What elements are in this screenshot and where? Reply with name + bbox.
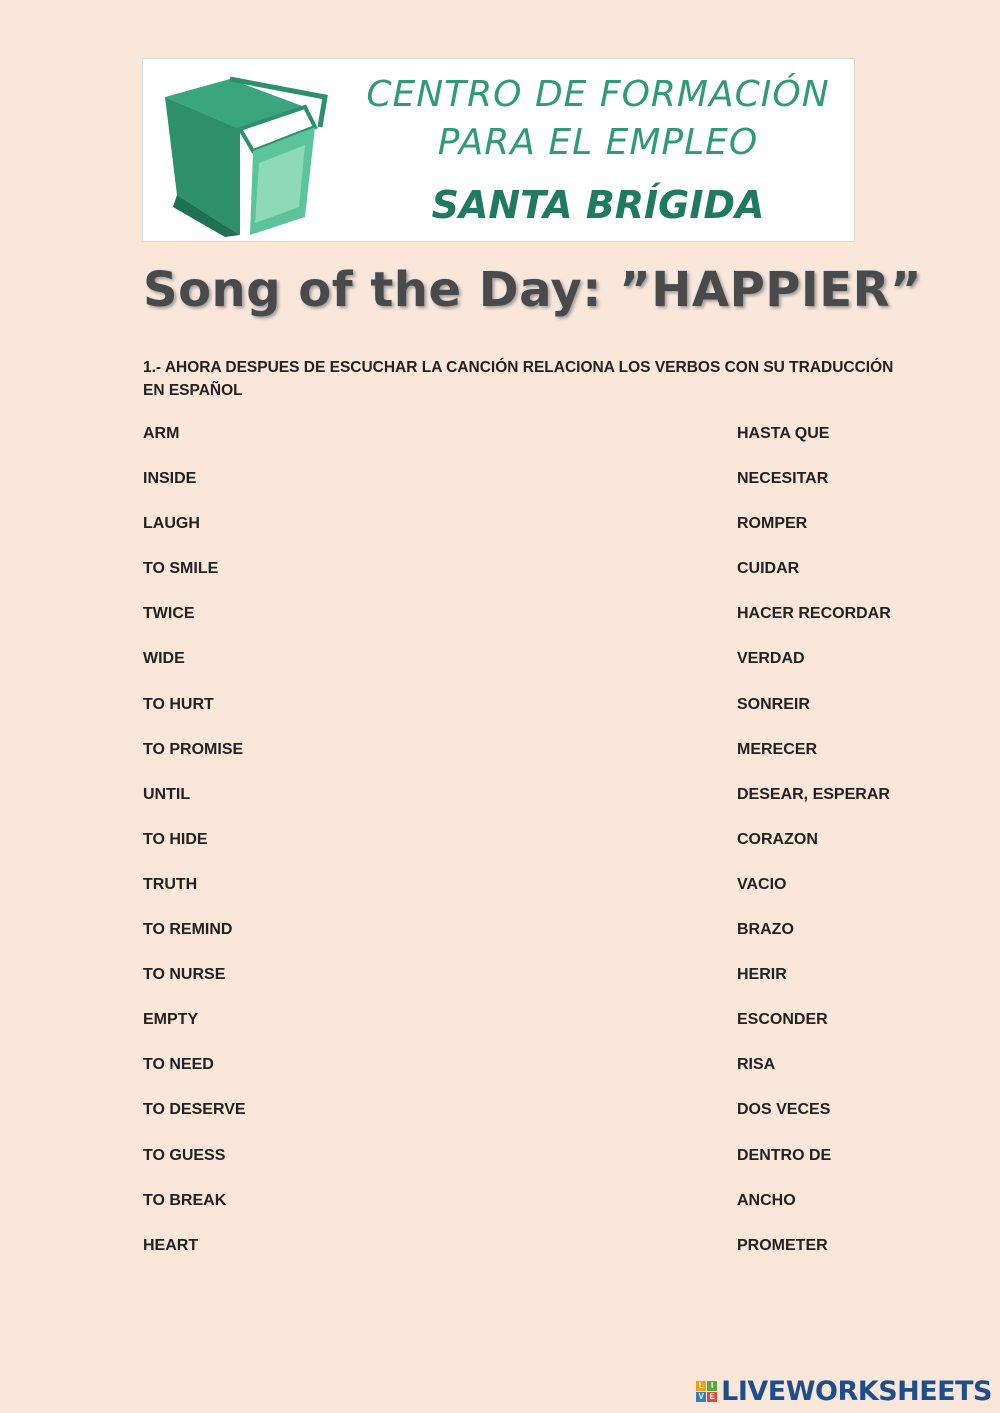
spanish-word: VERDAD [737,650,805,668]
spanish-word: BRAZO [737,921,794,939]
spanish-word: CUIDAR [737,560,800,578]
banner-line-3: SANTA BRÍGIDA [431,183,765,227]
spanish-word: HACER RECORDAR [737,605,891,623]
icon-letter: V [696,1392,706,1402]
english-word-list [143,423,246,1280]
english-word: LAUGH [143,515,200,533]
english-word: TO NEED [143,1056,214,1074]
spanish-word: SONREIR [737,695,810,713]
spanish-word-list [737,423,891,1280]
liveworksheets-icon [696,1381,717,1402]
cfe-logo-icon [155,67,345,237]
english-word: EMPTY [143,1011,199,1029]
spanish-word: PROMETER [737,1236,828,1254]
banner-line-2: PARA EL EMPLEO [437,122,759,163]
spanish-word: ESCONDER [737,1011,828,1029]
banner-text [353,69,843,237]
page-title: Song of the Day: ”HAPPIER” [143,262,923,318]
spanish-word: ANCHO [737,1191,796,1209]
instruction-text: 1.- AHORA DESPUES DE ESCUCHAR LA CANCIÓN RELACIONA LOS VERBOS CON SU TRADUCCIÓN EN ESPAÑOL [143,359,894,399]
header-banner [142,58,855,242]
spanish-word: DOS VECES [737,1101,831,1119]
spanish-word: MERECER [737,740,818,758]
english-word: WIDE [143,650,185,668]
english-word: TO PROMISE [143,740,244,758]
spanish-word: HASTA QUE [737,425,830,442]
spanish-word: NECESITAR [737,470,829,488]
english-word: UNTIL [143,785,191,803]
english-word: TO DESERVE [143,1101,246,1119]
banner-line-1: CENTRO DE FORMACIÓN [366,74,830,115]
english-word: TO HURT [143,695,214,713]
english-word: TO REMIND [143,921,233,939]
icon-letter: L [696,1381,706,1391]
english-word: TO HIDE [143,830,208,848]
english-word: INSIDE [143,470,197,488]
icon-letter: I [707,1381,717,1391]
liveworksheets-logo [696,1376,992,1407]
spanish-word: CORAZON [737,830,818,848]
english-word: TO GUESS [143,1146,226,1164]
spanish-word: DENTRO DE [737,1146,832,1164]
english-word: TO SMILE [143,560,219,578]
english-word: TWICE [143,605,195,623]
english-word: TRUTH [143,875,198,893]
spanish-word: VACIO [737,875,787,893]
spanish-word: HERIR [737,966,787,984]
english-word: ARM [143,425,180,442]
spanish-word: DESEAR, ESPERAR [737,785,890,803]
icon-letter: E [707,1392,717,1402]
english-word: TO BREAK [143,1191,227,1209]
spanish-word: ROMPER [737,515,808,533]
english-word: HEART [143,1236,199,1254]
spanish-word: RISA [737,1056,776,1074]
liveworksheets-wordmark: LIVEWORKSHEETS [721,1376,992,1407]
english-word: TO NURSE [143,966,226,984]
